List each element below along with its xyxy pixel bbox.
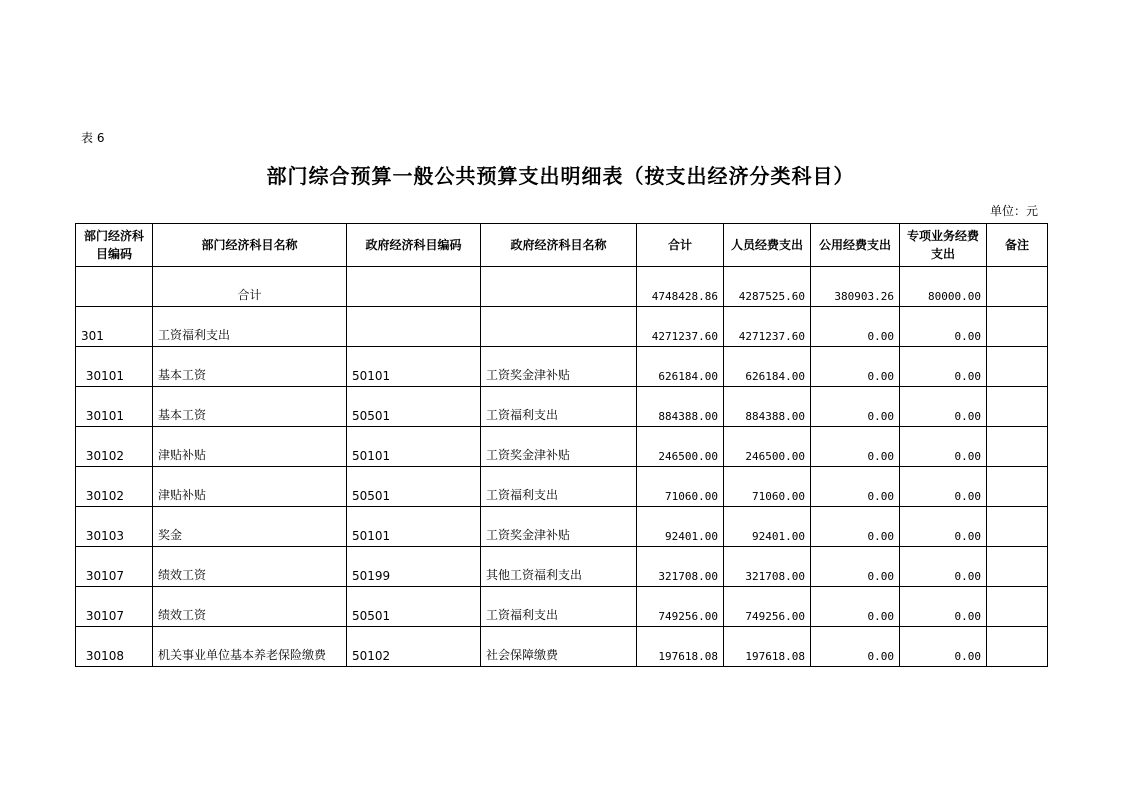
gov-code-cell: 50501 [347,467,481,507]
page-title: 部门综合预算一般公共预算支出明细表（按支出经济分类科目） [266,164,855,188]
dept-code-cell: 30101 [76,347,153,387]
dept-name-cell: 绩效工资 [153,547,347,587]
dept-name-cell: 基本工资 [153,387,347,427]
dept-name-cell: 基本工资 [153,347,347,387]
total-note [987,267,1048,307]
total-label: 合计 [153,267,347,307]
special-cell: 0.00 [900,507,987,547]
note-cell [987,467,1048,507]
header-gov-code: 政府经济科目编码 [347,224,481,267]
dept-name-cell: 奖金 [153,507,347,547]
gov-name-cell: 工资奖金津补贴 [481,507,637,547]
dept-name-cell: 绩效工资 [153,587,347,627]
table-row [76,387,1048,427]
dept-code-cell: 30103 [76,507,153,547]
special-cell: 0.00 [900,347,987,387]
total-row [76,267,1048,307]
total-cell: 92401.00 [637,507,724,547]
personnel-cell: 4271237.60 [724,307,811,347]
unit-label: 单位：元 [990,204,1039,218]
total-gov-name [481,267,637,307]
total-cell: 749256.00 [637,587,724,627]
note-cell [987,547,1048,587]
dept-name-cell: 机关事业单位基本养老保险缴费 [153,627,347,667]
dept-code-cell: 30101 [76,387,153,427]
total-special: 80000.00 [900,267,987,307]
special-cell: 0.00 [900,587,987,627]
note-cell [987,387,1048,427]
public-cell: 0.00 [811,547,900,587]
header-dept-code: 部门经济科目编码 [76,224,153,267]
gov-code-cell [347,307,481,347]
dept-name-cell: 工资福利支出 [153,307,347,347]
gov-name-cell [481,307,637,347]
table-row [76,467,1048,507]
note-cell [987,627,1048,667]
public-cell: 0.00 [811,507,900,547]
gov-name-cell: 工资奖金津补贴 [481,347,637,387]
gov-name-cell: 工资奖金津补贴 [481,427,637,467]
gov-code-cell: 50101 [347,507,481,547]
special-cell: 0.00 [900,547,987,587]
header-personnel: 人员经费支出 [724,224,811,267]
special-cell: 0.00 [900,627,987,667]
public-cell: 0.00 [811,427,900,467]
table-row [76,507,1048,547]
personnel-cell: 71060.00 [724,467,811,507]
header-dept-name: 部门经济科目名称 [153,224,347,267]
table-row [76,427,1048,467]
personnel-cell: 749256.00 [724,587,811,627]
table-row [76,627,1048,667]
table-row [76,307,1048,347]
dept-code-cell: 30102 [76,467,153,507]
gov-code-cell: 50501 [347,587,481,627]
expenditure-detail-table [75,223,1048,667]
gov-code-cell: 50199 [347,547,481,587]
note-cell [987,427,1048,467]
table-row [76,587,1048,627]
gov-name-cell: 社会保障缴费 [481,627,637,667]
special-cell: 0.00 [900,307,987,347]
public-cell: 0.00 [811,467,900,507]
personnel-cell: 321708.00 [724,547,811,587]
dept-code-cell: 301 [76,307,153,347]
header-special: 专项业务经费支出 [900,224,987,267]
dept-code-cell: 30107 [76,547,153,587]
public-cell: 0.00 [811,627,900,667]
note-cell [987,507,1048,547]
personnel-cell: 626184.00 [724,347,811,387]
total-cell: 246500.00 [637,427,724,467]
total-cell: 884388.00 [637,387,724,427]
header-gov-name: 政府经济科目名称 [481,224,637,267]
total-gov-code [347,267,481,307]
total-cell: 321708.00 [637,547,724,587]
gov-code-cell: 50101 [347,427,481,467]
special-cell: 0.00 [900,427,987,467]
dept-code-cell: 30108 [76,627,153,667]
gov-name-cell: 工资福利支出 [481,387,637,427]
total-personnel: 4287525.60 [724,267,811,307]
table-number-label: 表 6 [81,131,105,145]
header-total: 合计 [637,224,724,267]
dept-code-cell: 30107 [76,587,153,627]
total-cell: 4271237.60 [637,307,724,347]
total-cell: 626184.00 [637,347,724,387]
personnel-cell: 92401.00 [724,507,811,547]
header-public: 公用经费支出 [811,224,900,267]
special-cell: 0.00 [900,387,987,427]
total-dept-code [76,267,153,307]
public-cell: 0.00 [811,387,900,427]
total-public: 380903.26 [811,267,900,307]
table-row [76,347,1048,387]
note-cell [987,587,1048,627]
dept-name-cell: 津贴补贴 [153,467,347,507]
gov-name-cell: 工资福利支出 [481,467,637,507]
public-cell: 0.00 [811,347,900,387]
gov-name-cell: 其他工资福利支出 [481,547,637,587]
public-cell: 0.00 [811,587,900,627]
total-sum: 4748428.86 [637,267,724,307]
note-cell [987,347,1048,387]
personnel-cell: 884388.00 [724,387,811,427]
header-note: 备注 [987,224,1048,267]
special-cell: 0.00 [900,467,987,507]
gov-code-cell: 50101 [347,347,481,387]
table-row [76,547,1048,587]
dept-name-cell: 津贴补贴 [153,427,347,467]
gov-code-cell: 50102 [347,627,481,667]
personnel-cell: 246500.00 [724,427,811,467]
note-cell [987,307,1048,347]
public-cell: 0.00 [811,307,900,347]
total-cell: 197618.08 [637,627,724,667]
personnel-cell: 197618.08 [724,627,811,667]
header-row [76,224,1048,267]
gov-code-cell: 50501 [347,387,481,427]
gov-name-cell: 工资福利支出 [481,587,637,627]
dept-code-cell: 30102 [76,427,153,467]
total-cell: 71060.00 [637,467,724,507]
